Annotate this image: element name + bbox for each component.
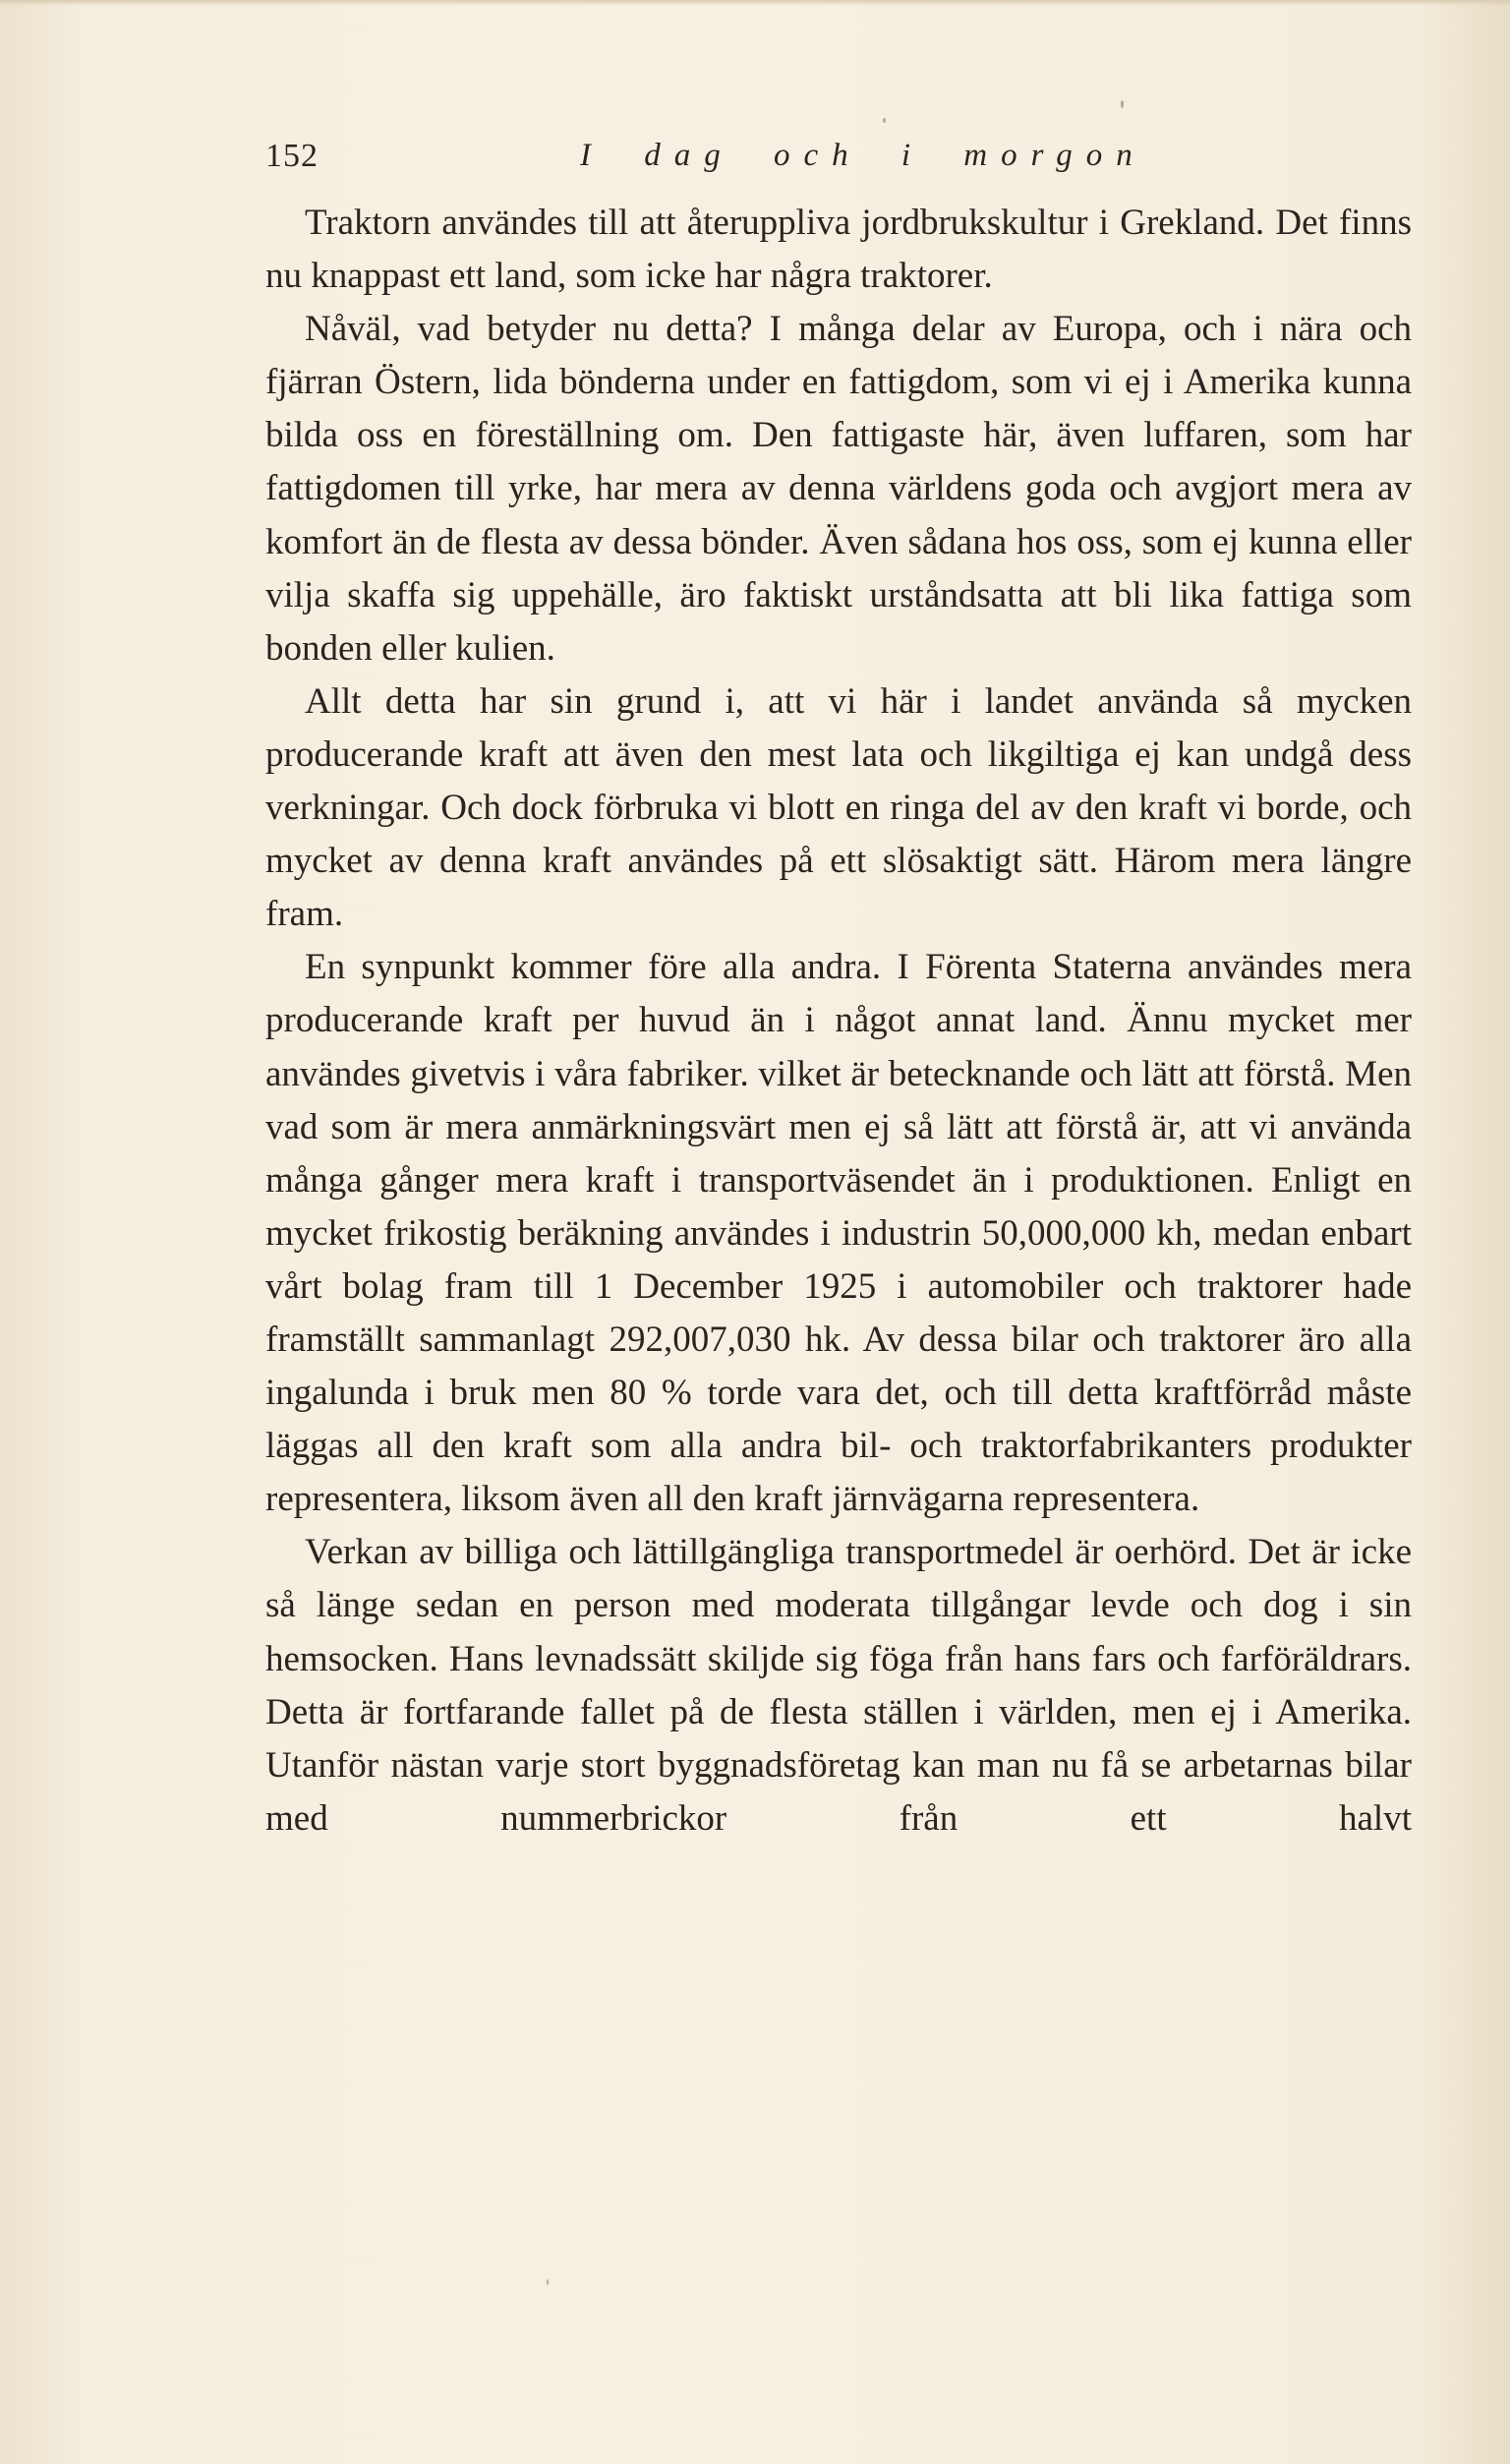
body-text (265, 197, 1412, 1846)
paragraph-5: Verkan av billiga och lättillgängliga transportmedel är oerhörd. Det är icke så länge sedan en person med moderata tillgångar levde och dog i sin hemsocken. Hans levnadssätt skiljde sig föga från hans fars och farföräldrars. Detta är fortfarande fallet på de flesta ställen i världen, men ej i Amerika. Utanför nästan varje stort byggnadsföretag kan man nu få se arbetarnas bilar med nummerbrickor från ett halvt (265, 1532, 1412, 1839)
running-head (265, 138, 1425, 187)
paragraph-1: Traktorn användes till att återuppliva jordbrukskultur i Grekland. Det finns nu knappast ett land, som icke har några traktorer. (265, 203, 1412, 297)
running-title: I dag och i morgon (580, 138, 1146, 173)
paragraph-3: Allt detta har sin grund i, att vi här i landet använda så mycken producerande kraft att även den mest lata och likgiltiga ej kan undgå dess verkningar. Och dock förbruka vi blott en ringa del av den kraft vi borde, och mycket av denna kraft användes på ett slösaktigt sätt. Härom mera längre fram. (265, 680, 1412, 935)
paragraph-4: En synpunkt kommer före alla andra. I Förenta Staterna användes mera producerande kraft per huvud än i något annat land. Ännu mycket mer användes givetvis i våra fabriker. vilket är betecknande och lätt att förstå. Men vad som är mera anmärkningsvärt men ej så lätt att förstå är, att vi använda många gånger mera kraft i transportväsendet än i produktionen. Enligt en mycket frikostig beräkning användes i industrin 50,000,000 kh, medan enbart vårt bolag fram till 1 December 1925 i automobiler och traktorer hade framställt sammanlagt 292,007,030 hk. Av dessa bilar och traktorer äro alla ingalunda i bruk men 80 % torde vara det, och till detta kraftförråd måste läggas all den kraft som alla andra bil- och traktorfabrikanters produkter representera, liksom även all den kraft järnvägarna representera. (265, 947, 1412, 1520)
paper-speck (1121, 100, 1124, 108)
paragraph-2: Nåväl, vad betyder nu detta? I många delar av Europa, och i nära och fjärran Östern, lida bönderna under en fattigdom, som vi ej i Amerika kunna bilda oss en föreställning om. Den fattigaste här, även luffaren, som har fattigdomen till yrke, har mera av denna världens goda och avgjort mera av komfort än de flesta av dessa bönder. Även sådana hos oss, som ej kunna eller vilja skaffa sig uppehälle, äro faktiskt urståndsatta att bli lika fattiga som bonden eller kulien. (265, 309, 1412, 669)
page-number: 152 (265, 138, 319, 174)
paper-speck (547, 2279, 549, 2285)
paper-speck (883, 118, 886, 123)
page-top-edge (0, 0, 1510, 6)
